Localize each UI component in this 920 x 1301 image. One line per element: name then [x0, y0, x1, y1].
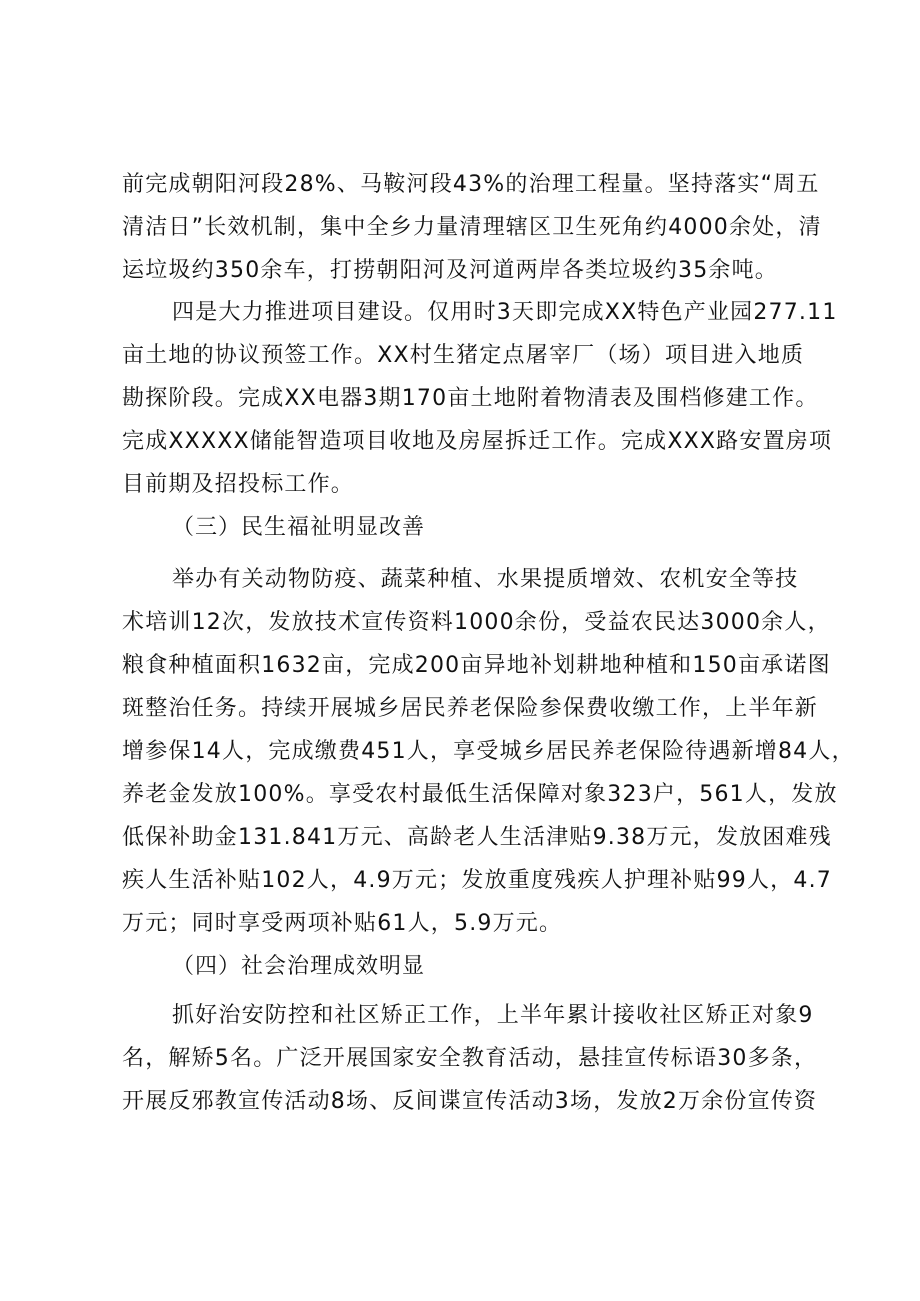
paragraph-line: 名，解矫5名。广泛开展国家安全教育活动，悬挂宣传标语30多条， [122, 1046, 818, 1071]
paragraph-line: 万元；同时享受两项补贴61人，5.9万元。 [122, 911, 563, 936]
paragraph-line: 增参保14人，完成缴费451人，享受城乡居民养老保险待遇新增84人， [122, 739, 855, 764]
section-heading: （四）社会治理成效明显 [172, 954, 426, 979]
paragraph-line: 开展反邪教宣传活动8场、反间谍宣传活动3场，发放2万余份宣传资 [122, 1089, 818, 1114]
paragraph-line: 养老金发放100%。享受农村最低生活保障对象323户，561人，发放 [122, 782, 838, 807]
paragraph-line: 清洁日”长效机制，集中全乡力量清理辖区卫生死角约4000余处，清 [122, 215, 822, 240]
paragraph-line: 四是大力推进项目建设。仅用时3天即完成XX特色产业园277.11 [172, 300, 838, 325]
paragraph-line: 术培训12次，发放技术宣传资料1000余份，受益农民达3000余人， [122, 610, 831, 635]
paragraph-line: 亩土地的协议预签工作。XX村生猪定点屠宰厂（场）项目进入地质 [122, 343, 805, 368]
paragraph-line: 运垃圾约350余车，打捞朝阳河及河道两岸各类垃圾约35余吨。 [122, 258, 778, 283]
paragraph-line: 粮食种植面积1632亩，完成200亩异地补划耕地种植和150亩承诺图 [122, 653, 831, 678]
paragraph-line: 勘探阶段。完成XX电器3期170亩土地附着物清表及围档修建工作。 [122, 386, 819, 411]
paragraph-line: 完成XXXXX储能智造项目收地及房屋拆迁工作。完成XXX路安置房项 [122, 429, 833, 454]
paragraph-line: 目前期及招投标工作。 [122, 472, 355, 497]
paragraph-line: 前完成朝阳河段28%、马鞍河段43%的治理工程量。坚持落实“周五 [122, 172, 820, 197]
paragraph-line: 疾人生活补贴102人，4.9万元；发放重度残疾人护理补贴99人，4.7 [122, 868, 832, 893]
paragraph-line: 抓好治安防控和社区矫正工作，上半年累计接收社区矫正对象9 [172, 1003, 814, 1028]
paragraph-line: 举办有关动物防疫、蔬菜种植、水果提质增效、农机安全等技 [172, 567, 799, 592]
section-heading: （三）民生福祉明显改善 [172, 515, 426, 540]
paragraph-line: 斑整治任务。持续开展城乡居民养老保险参保费收缴工作，上半年新 [122, 696, 819, 721]
paragraph-line: 低保补助金131.841万元、高龄老人生活津贴9.38万元，发放困难残 [122, 825, 832, 850]
